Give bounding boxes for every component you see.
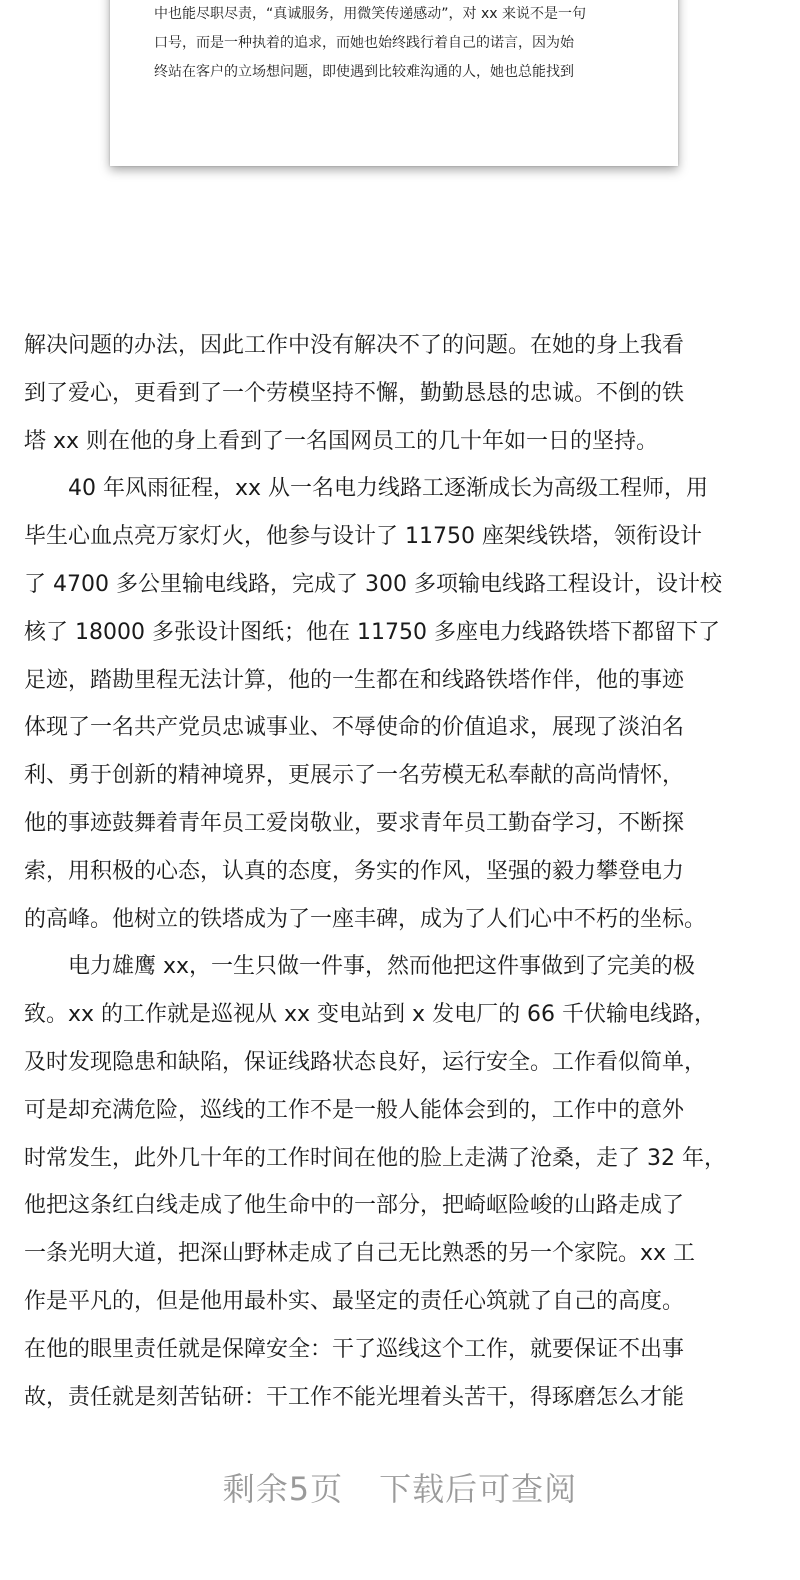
body-line: 体现了一名共产党员忠诚事业、不辱使命的价值追求，展现了淡泊名 bbox=[24, 715, 685, 741]
body-line: 毕生心血点亮万家灯火，他参与设计了 11750 座架线铁塔，领衔设计 bbox=[24, 524, 702, 550]
body-line: 利、勇于创新的精神境界，更展示了一名劳模无私奉献的高尚情怀， bbox=[24, 763, 685, 789]
body-line: 核了 18000 多张设计图纸；他在 11750 多座电力线路铁塔下都留下了 bbox=[24, 619, 720, 645]
body-line: 的高峰。他树立的铁塔成为了一座丰碑，成为了人们心中不朽的坐标。 bbox=[24, 906, 707, 932]
previous-page-card bbox=[110, 0, 678, 166]
body-line: 在他的眼里责任就是保障安全：干了巡线这个工作，就要保证不出事 bbox=[24, 1336, 685, 1362]
body-line: 索，用积极的心态，认真的态度，务实的作风，坚强的毅力攀登电力 bbox=[24, 858, 685, 884]
download-prompt[interactable] bbox=[0, 1464, 800, 1510]
body-line: 故，责任就是刻苦钻研：干工作不能光埋着头苦干，得琢磨怎么才能 bbox=[24, 1384, 685, 1410]
card-line: 终站在客户的立场想问题，即使遇到比较难沟通的人，她也总能找到 bbox=[154, 64, 574, 80]
card-line: 口号，而是一种执着的追求，而她也始终践行着自己的诺言，因为始 bbox=[154, 35, 574, 51]
body-line: 到了爱心，更看到了一个劳模坚持不懈，勤勤恳恳的忠诚。不倒的铁 bbox=[24, 380, 685, 406]
remaining-pages-label: 剩余5页 bbox=[222, 1470, 344, 1508]
body-line: 他的事迹鼓舞着青年员工爱岗敬业，要求青年员工勤奋学习，不断探 bbox=[24, 810, 685, 836]
download-to-view-label: 下载后可查阅 bbox=[379, 1470, 578, 1508]
document-body bbox=[24, 322, 772, 1421]
body-line: 了 4700 多公里输电线路，完成了 300 多项输电线路工程设计，设计校 bbox=[24, 571, 722, 597]
card-text bbox=[154, 0, 644, 87]
body-line: 塔 xx 则在他的身上看到了一名国网员工的几十年如一日的坚持。 bbox=[24, 428, 659, 454]
body-line: 作是平凡的，但是他用最朴实、最坚定的责任心筑就了自己的高度。 bbox=[24, 1288, 685, 1314]
body-line: 40 年风雨征程，xx 从一名电力线路工逐渐成长为高级工程师，用 bbox=[24, 476, 709, 502]
card-line: 中也能尽职尽责，“真诚服务，用微笑传递感动”，对 xx 来说不是一句 bbox=[154, 6, 586, 22]
body-line: 电力雄鹰 xx，一生只做一件事，然而他把这件事做到了完美的极 bbox=[24, 954, 696, 980]
body-line: 他把这条红白线走成了他生命中的一部分，把崎岖险峻的山路走成了 bbox=[24, 1193, 685, 1219]
body-line: 足迹，踏勘里程无法计算，他的一生都在和线路铁塔作伴，他的事迹 bbox=[24, 667, 685, 693]
body-line: 致。xx 的工作就是巡视从 xx 变电站到 x 发电厂的 66 千伏输电线路， bbox=[24, 1002, 717, 1028]
body-line: 可是却充满危险，巡线的工作不是一般人能体会到的，工作中的意外 bbox=[24, 1097, 685, 1123]
body-line: 时常发生，此外几十年的工作时间在他的脸上走满了沧桑，走了 32 年， bbox=[24, 1145, 726, 1171]
body-line: 一条光明大道，把深山野林走成了自己无比熟悉的另一个家院。xx 工 bbox=[24, 1241, 696, 1267]
body-line: 解决问题的办法，因此工作中没有解决不了的问题。在她的身上我看 bbox=[24, 333, 685, 358]
body-line: 及时发现隐患和缺陷，保证线路状态良好，运行安全。工作看似简单， bbox=[24, 1049, 707, 1075]
